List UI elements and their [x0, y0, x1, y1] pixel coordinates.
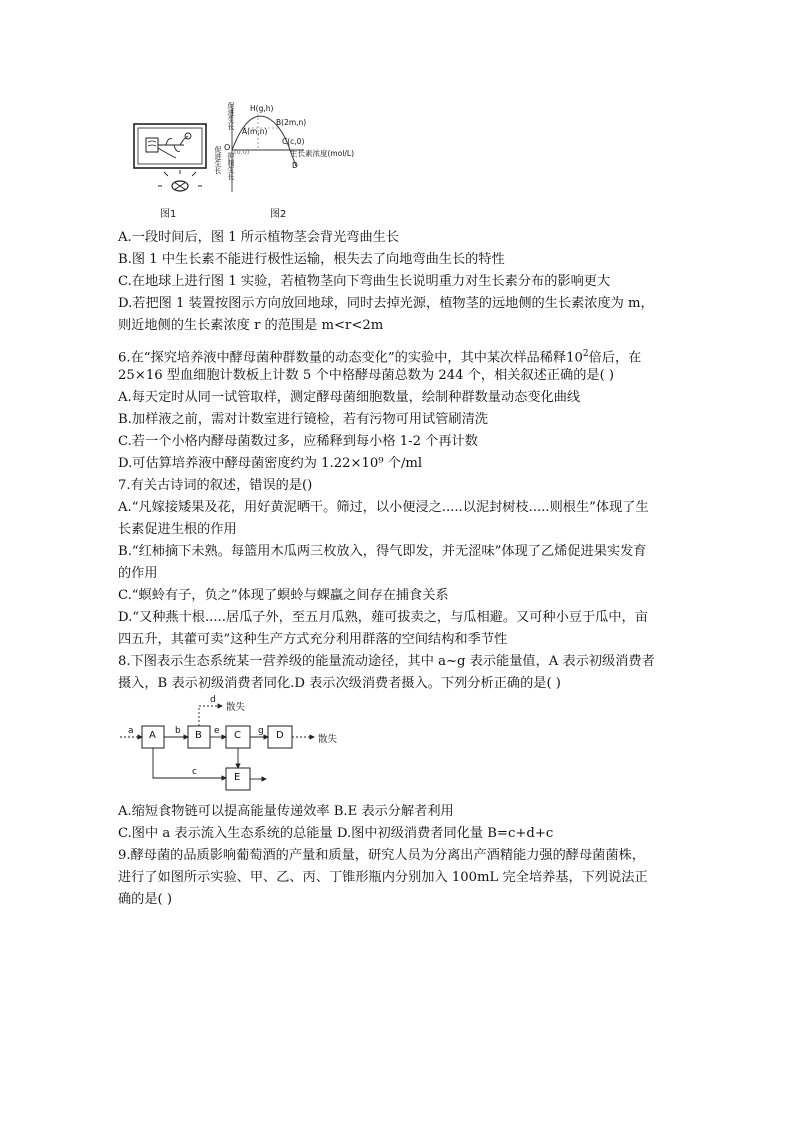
- figure2-caption: 图2: [270, 209, 287, 220]
- q6-stem-part2: 倍后，在: [588, 350, 642, 366]
- q7-line-4: 的作用: [118, 566, 158, 581]
- fig2-y-bottom: 抑制生长: [227, 152, 235, 180]
- q7-stem: 7.有关古诗词的叙述，错误的是(): [118, 478, 313, 493]
- q8-stem-1: 8.下图表示生态系统某一营养级的能量流动途径，其中 a~g 表示能量值，A 表示初级消费者: [118, 654, 655, 669]
- fig2-point-b: B(2m,n): [276, 118, 307, 127]
- fig2-y-top: 促进生长: [227, 102, 235, 130]
- q6-option-a: A.每天定时从同一试管取样，测定酵母菌细胞数量，绘制种群数量动态变化曲线: [118, 390, 581, 405]
- q5-option-c: C.在地球上进行图 1 实验，若植物茎向下弯曲生长说明重力对生长素分布的影响更大: [118, 274, 611, 289]
- q6-option-d: D.可估算培养液中酵母菌密度约为 1.22×10⁹ 个/ml: [118, 456, 423, 471]
- arrow-b-label: b: [175, 726, 181, 736]
- q6-stem: [118, 344, 641, 368]
- loss-label-top: 散失: [226, 702, 246, 713]
- fig2-point-a: A(m,n): [242, 127, 268, 136]
- q5-option-d: D.若把图 1 装置按图示方向放回地球，同时去掉光源，植物茎的远地侧的生长素浓度为 m，: [118, 296, 654, 311]
- q5-option-d-cont: 则近地侧的生长素浓度 r 的范围是 m<r<2m: [118, 318, 384, 333]
- fig2-origin-point: (0,0): [234, 148, 250, 156]
- box-a-label: A: [149, 730, 156, 741]
- arrow-e-label: e: [214, 726, 220, 736]
- q6-dilution-base: 10: [566, 350, 583, 366]
- q6-stem-part1: 6.在“探究培养液中酵母菌种群数量的动态变化”的实验中，其中某次样品稀释: [118, 350, 567, 366]
- arrow-c-label: c: [192, 767, 197, 777]
- box-e-label: E: [234, 772, 241, 783]
- arrow-g-label: g: [258, 726, 264, 736]
- q9-line-1: 9.酵母菌的品质影响葡萄酒的产量和质量，研究人员为分离出产酒精能力强的酵母菌菌株，: [118, 848, 645, 863]
- q9-line-3: 确的是( ): [118, 892, 173, 907]
- q5-option-a: A.一段时间后，图 1 所示植物茎会背光弯曲生长: [118, 230, 400, 245]
- q7-line-7: 四五升，其藿可卖”这种生产方式充分利用群落的空间结构和季节性: [118, 632, 508, 647]
- fig2-x-label: 生长素浓度(mol/L): [290, 149, 355, 158]
- arrow-a-label: a: [128, 726, 134, 736]
- q7-line-6: D.“又种燕十根.....居瓜子外，至五月瓜熟，薤可拔卖之，与瓜相避。又可种小豆于瓜中，亩: [118, 610, 648, 625]
- q8-stem-2: 摄入，B 表示初级消费者同化.D 表示次级消费者摄入。下列分析正确的是( ): [118, 676, 561, 691]
- q5-option-b: B.图 1 中生长素不能进行极性运输，根失去了向地弯曲生长的特性: [118, 252, 505, 267]
- figure1-caption: 图1: [160, 209, 177, 220]
- q9-line-2: 进行了如图所示实验、甲、乙、丙、丁锥形瓶内分别加入 100mL 完全培养基，下列说法正: [118, 870, 648, 885]
- fig2-point-d: D: [292, 161, 298, 170]
- loss-label-right: 散失: [318, 734, 338, 745]
- arrow-d-label: d: [210, 695, 216, 705]
- q7-line-3: B.“红柿摘下未熟。每篮用木瓜两三枚放入，得气即发，并无涩味”体现了乙烯促进果实发育: [118, 544, 647, 559]
- box-d-label: D: [276, 730, 284, 741]
- figure1-apparatus: [128, 120, 218, 200]
- box-c-label: C: [234, 730, 241, 741]
- q6-option-c: C.若一个小格内酵母菌数过多，应稀释到每小格 1-2 个再计数: [118, 434, 478, 449]
- q6-stem-line2: 25×16 型血细胞计数板上计数 5 个中格酵母菌总数为 244 个，相关叙述正确的是( ): [118, 368, 615, 383]
- q7-line-2: 长素促进生根的作用: [118, 522, 237, 537]
- q7-line-5: C.“螟蛉有子，负之”体现了螟蛉与蜾蠃之间存在捕食关系: [118, 588, 449, 603]
- box-b-label: B: [195, 730, 202, 741]
- y-axis-top-label: 促进生长: [214, 146, 222, 174]
- q6-dilution-exp: 2: [582, 349, 589, 359]
- q6-option-b: B.加样液之前，需对计数室进行镜检，若有污物可用试管刷清洗: [118, 412, 488, 427]
- fig2-origin: O: [224, 143, 231, 152]
- fig2-point-h: H(g,h): [250, 104, 274, 113]
- q8-options-1: A.缩短食物链可以提高能量传递效率 B.E 表示分解者利用: [118, 804, 454, 819]
- q7-line-1: A.“凡嫁接矮果及花，用好黄泥晒干。筛过，以小便浸之.....以泥封树枝.....则根生”体现了生: [118, 500, 649, 515]
- q8-options-2: C.图中 a 表示流入生态系统的总能量 D.图中初级消费者同化量 B=c+d+c: [118, 826, 554, 841]
- fig2-point-c: C(c,0): [282, 137, 305, 146]
